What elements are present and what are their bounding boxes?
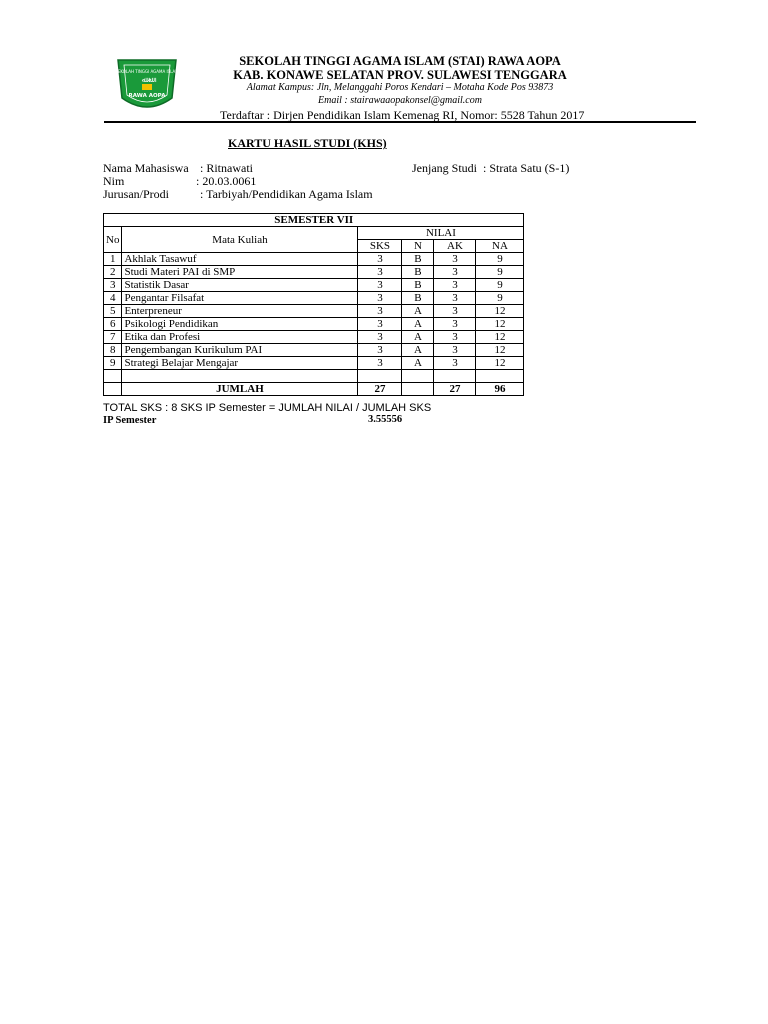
table-row: 4 Pengantar Filsafat 3 B 3 9 xyxy=(104,292,524,305)
level-value: : Strata Satu (S-1) xyxy=(483,161,570,175)
table-row-empty xyxy=(104,370,524,383)
institution-address: Alamat Kampus: Jln, Melanggahi Poros Kendari – Motaha Kode Pos 93873 xyxy=(246,82,554,93)
svg-text:SEKOLAH TINGGI AGAMA ISLAM: SEKOLAH TINGGI AGAMA ISLAM xyxy=(115,69,179,74)
table-row: 7 Etika dan Profesi 3 A 3 12 xyxy=(104,331,524,344)
col-nilai-header: NILAI xyxy=(358,227,524,240)
table-row: 5 Enterpreneur 3 A 3 12 xyxy=(104,305,524,318)
semester-header: SEMESTER VII xyxy=(104,214,524,227)
col-ak-header: AK xyxy=(434,240,476,253)
table-row: 9 Strategi Belajar Mengajar 3 A 3 12 xyxy=(104,357,524,370)
ip-value: 3.55556 xyxy=(368,414,403,425)
prodi-value: : Tarbiyah/Pendidikan Agama Islam xyxy=(200,187,373,201)
header-divider xyxy=(104,121,696,123)
table-row: 2 Studi Materi PAI di SMP 3 B 3 9 xyxy=(104,266,524,279)
grades-table xyxy=(103,213,524,396)
institution-registration: Terdaftar : Dirjen Pendidikan Islam Kemenag RI, Nomor: 5528 Tahun 2017 xyxy=(220,108,585,122)
total-na: 96 xyxy=(476,383,524,396)
institution-logo xyxy=(112,54,182,114)
col-na-header: NA xyxy=(476,240,524,253)
institution-name: SEKOLAH TINGGI AGAMA ISLAM (STAI) RAWA AOPA xyxy=(239,54,561,68)
sks-formula: TOTAL SKS : 8 SKS IP Semester = JUMLAH NILAI / JUMLAH SKS xyxy=(103,402,432,414)
institution-email: Email : stairawaaopakonsel@gmail.com xyxy=(318,95,482,106)
svg-text:ﷲ ﷲ: ﷲ ﷲ xyxy=(141,76,153,84)
table-total-row xyxy=(104,383,524,396)
level-label: Jenjang Studi xyxy=(412,161,477,175)
col-course-header: Mata Kuliah xyxy=(122,227,358,253)
document-title: KARTU HASIL STUDI (KHS) xyxy=(228,136,387,150)
nim-label: Nim xyxy=(103,174,125,188)
svg-text:RAWA AOPA: RAWA AOPA xyxy=(128,93,166,99)
table-row: 1 Akhlak Tasawuf 3 B 3 9 xyxy=(104,253,524,266)
table-row: 3 Statistik Dasar 3 B 3 9 xyxy=(104,279,524,292)
total-sks: 27 xyxy=(358,383,402,396)
col-no-header: No xyxy=(104,227,122,253)
total-ak: 27 xyxy=(434,383,476,396)
name-value: : Ritnawati xyxy=(200,161,253,175)
col-n-header: N xyxy=(402,240,434,253)
col-sks-header: SKS xyxy=(358,240,402,253)
table-row: 6 Psikologi Pendidikan 3 A 3 12 xyxy=(104,318,524,331)
name-label: Nama Mahasiswa xyxy=(103,161,189,175)
table-row: 8 Pengembangan Kurikulum PAI 3 A 3 12 xyxy=(104,344,524,357)
prodi-label: Jurusan/Prodi xyxy=(103,187,169,201)
total-label: JUMLAH xyxy=(122,383,358,396)
ip-label: IP Semester xyxy=(103,415,157,426)
nim-value: : 20.03.0061 xyxy=(196,174,257,188)
institution-regency: KAB. KONAWE SELATAN PROV. SULAWESI TENGGARA xyxy=(233,68,567,82)
